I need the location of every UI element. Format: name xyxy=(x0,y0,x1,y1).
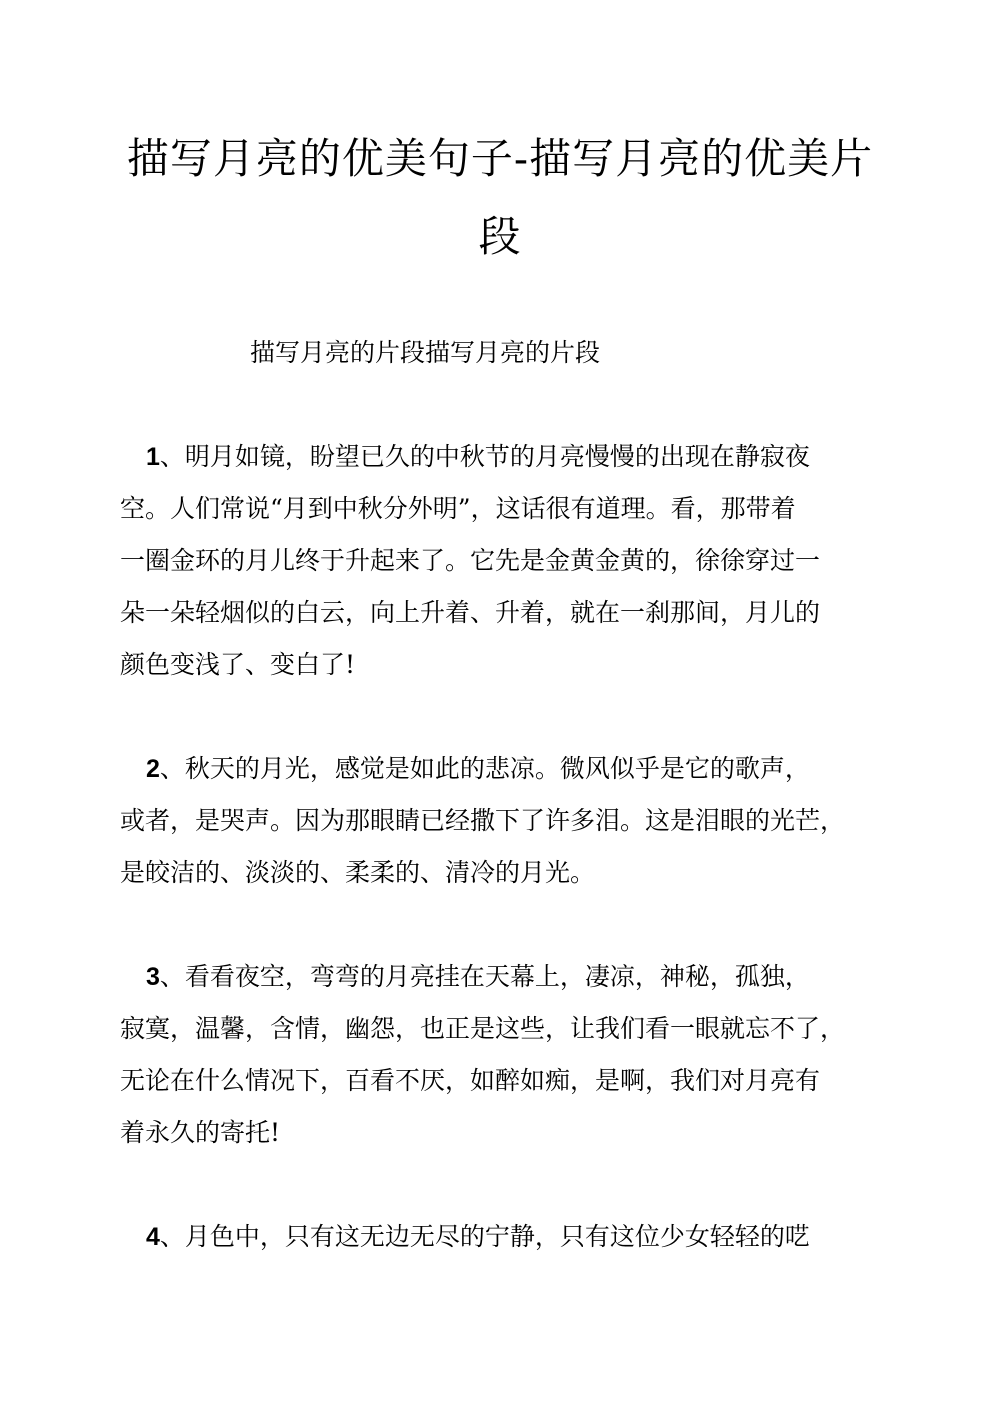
paragraph-text: 、看看夜空，弯弯的月亮挂在天幕上，凄凉，神秘，孤独， xyxy=(159,962,810,991)
paragraph-number: 2 xyxy=(146,755,160,783)
paragraph-line: 颜色变浅了、变白了! xyxy=(120,650,356,679)
paragraph-text: 、秋天的月光，感觉是如此的悲凉。微风似乎是它的歌声， xyxy=(159,754,810,783)
paragraph-text: 、月色中，只有这无边无尽的宁静，只有这位少女轻轻的呓 xyxy=(159,1222,810,1251)
paragraph-line xyxy=(146,754,810,784)
paragraph-line xyxy=(146,962,810,992)
paragraph-line xyxy=(146,1222,810,1252)
paragraph-number: 1 xyxy=(146,443,160,471)
paragraph-line: 一圈金环的月儿终于升起来了。它先是金黄金黄的，徐徐穿过一 xyxy=(120,546,821,575)
document-subtitle: 描写月亮的片段描写月亮的片段 xyxy=(250,338,601,367)
paragraph-line xyxy=(146,442,810,472)
paragraph-line: 空。人们常说“月到中秋分外明”，这话很有道理。看，那带着 xyxy=(120,494,796,523)
paragraph-number: 3 xyxy=(146,963,160,991)
paragraph-line: 无论在什么情况下，百看不厌，如醉如痴，是啊，我们对月亮有 xyxy=(120,1066,821,1095)
document-title-line-2: 段 xyxy=(478,212,522,261)
document-title-line-1: 描写月亮的优美句子-描写月亮的优美片 xyxy=(126,134,874,183)
paragraph-line: 寂寞，温馨，含情，幽怨，也正是这些，让我们看一眼就忘不了， xyxy=(120,1014,846,1043)
paragraph-line: 或者，是哭声。因为那眼睛已经撒下了许多泪。这是泪眼的光芒， xyxy=(120,806,846,835)
paragraph-line: 是皎洁的、淡淡的、柔柔的、清冷的月光。 xyxy=(120,858,596,887)
paragraph-number: 4 xyxy=(146,1223,160,1251)
paragraph-line: 朵一朵轻烟似的白云，向上升着、升着，就在一刹那间，月儿的 xyxy=(120,598,821,627)
paragraph-text: 、明月如镜，盼望已久的中秋节的月亮慢慢的出现在静寂夜 xyxy=(159,442,810,471)
paragraph-line: 着永久的寄托! xyxy=(120,1118,281,1147)
